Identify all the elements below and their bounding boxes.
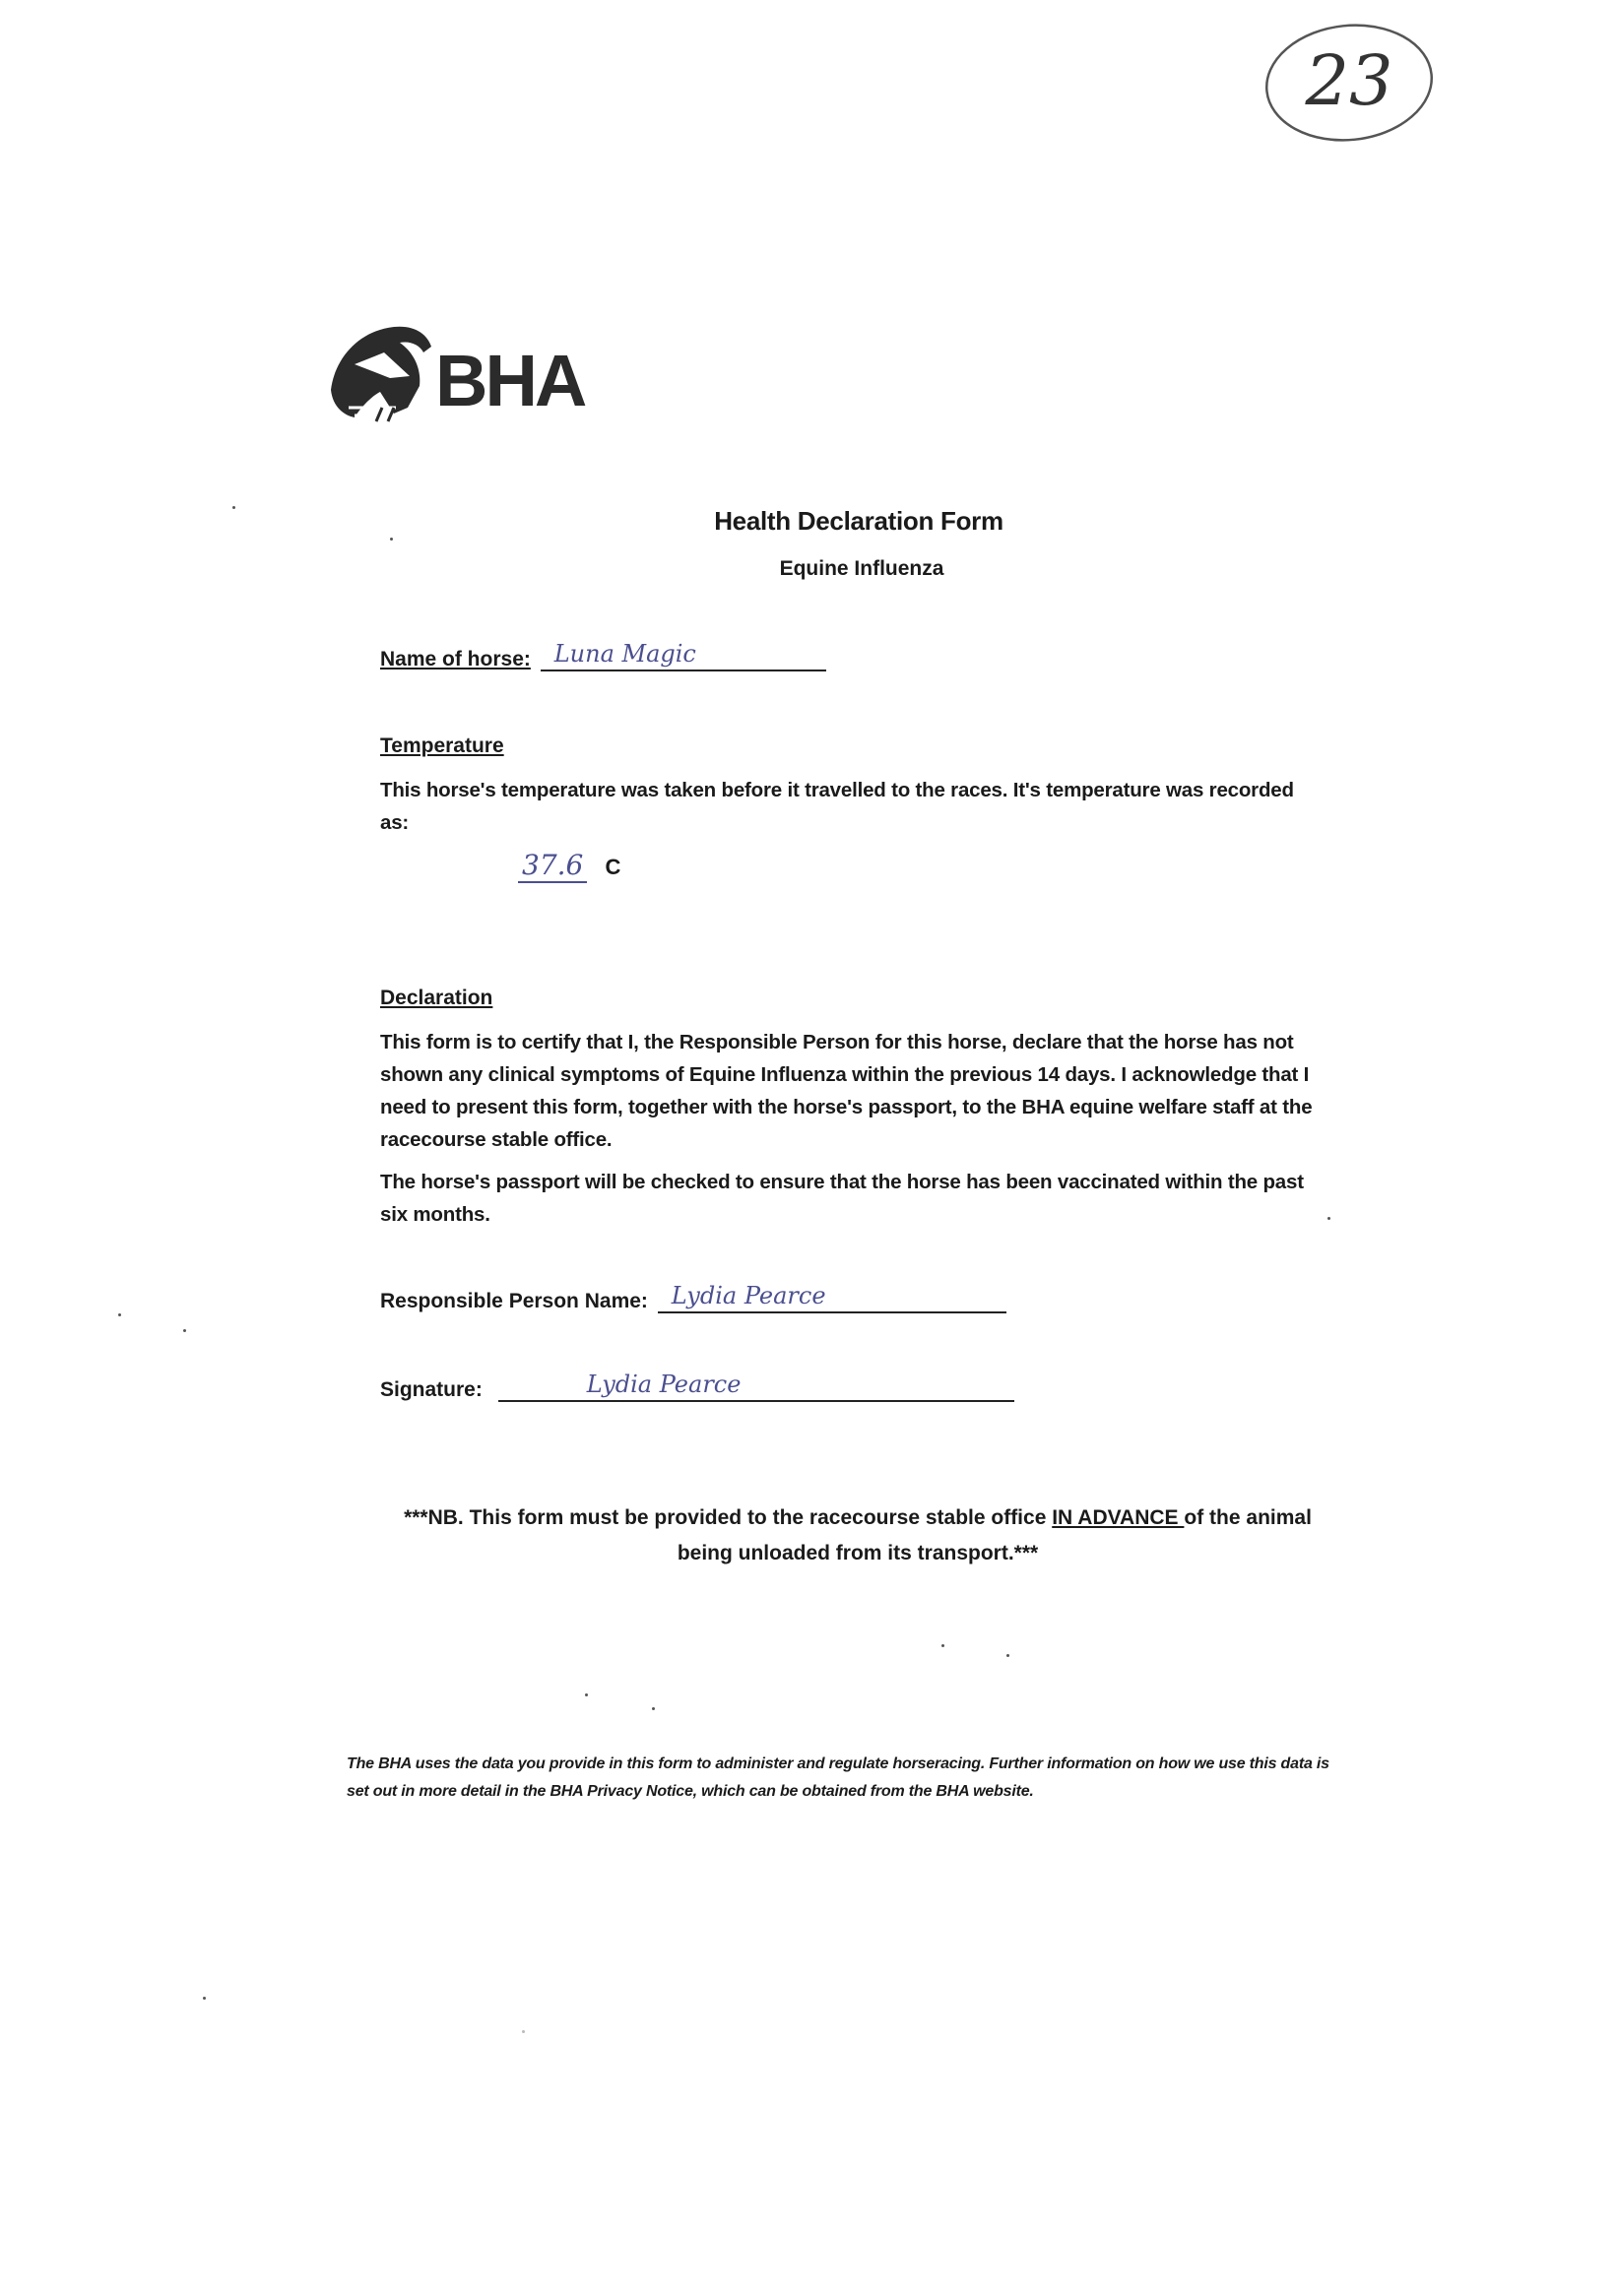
declaration-paragraph-1: This form is to certify that I, the Responsible Person for this horse, declare that the horse has not shown any clinical symptoms of Equine Influenza within the previous 14 days. I acknowledge that I need to present this form, together with the horse's passport, to the BHA equine welfare staff at the racecourse stable office. [380, 1031, 1313, 1151]
scan-speck [652, 1707, 655, 1710]
scan-speck [585, 1693, 588, 1696]
horse-name-label: Name of horse: [380, 648, 531, 670]
horse-name-value: Luna Magic [553, 640, 696, 668]
horse-head-icon [331, 327, 431, 421]
page-number-text: 23 [1305, 40, 1393, 121]
horse-name-field[interactable] [541, 642, 826, 671]
declaration-heading: Declaration [380, 987, 493, 1009]
bha-logo [325, 313, 601, 427]
privacy-footer: The BHA uses the data you provide in this form to administer and regulate horseracing. Further information on how we use this data is set out in more detail in the BHA Privacy Notice, which can be obtained from the BHA website. [347, 1755, 1329, 1800]
scan-speck [118, 1313, 121, 1316]
signature-value: Lydia Pearce [586, 1371, 742, 1398]
temperature-unit: C [605, 855, 621, 879]
advance-notice [380, 1500, 1316, 1571]
responsible-person-field[interactable] [658, 1284, 1006, 1313]
temperature-text: This horse's temperature was taken before it travelled to the races. It's temperature was recorded as: [380, 779, 1294, 834]
scan-speck [390, 538, 393, 541]
temperature-value[interactable]: 37.6 [518, 849, 587, 883]
scan-speck [1327, 1217, 1330, 1220]
scan-speck [522, 2030, 525, 2033]
form-title: Health Declaration Form [714, 506, 1003, 536]
scan-speck [183, 1329, 186, 1332]
scan-speck [203, 1997, 206, 2000]
nb-emphasis: IN ADVANCE [1052, 1506, 1185, 1529]
responsible-person-label: Responsible Person Name: [380, 1290, 648, 1312]
signature-row [380, 1372, 1014, 1402]
logo-text: BHA [435, 340, 585, 421]
handwritten-page-number [1261, 18, 1438, 146]
scan-speck [1006, 1654, 1009, 1657]
responsible-person-value: Lydia Pearce [671, 1282, 826, 1309]
signature-label: Signature: [380, 1378, 483, 1401]
horse-name-row [380, 642, 826, 671]
temperature-reading [518, 849, 620, 883]
nb-suffix: of the animal being unloaded from its transport.*** [677, 1506, 1312, 1564]
nb-prefix: ***NB. This form must be provided to the racecourse stable office [404, 1506, 1053, 1529]
signature-field[interactable] [498, 1372, 1014, 1402]
scan-speck [941, 1644, 944, 1647]
responsible-person-row [380, 1284, 1006, 1313]
temperature-heading: Temperature [380, 734, 504, 757]
declaration-paragraph-2: The horse's passport will be checked to ensure that the horse has been vaccinated within the past six months. [380, 1171, 1304, 1226]
form-subtitle: Equine Influenza [779, 557, 944, 580]
